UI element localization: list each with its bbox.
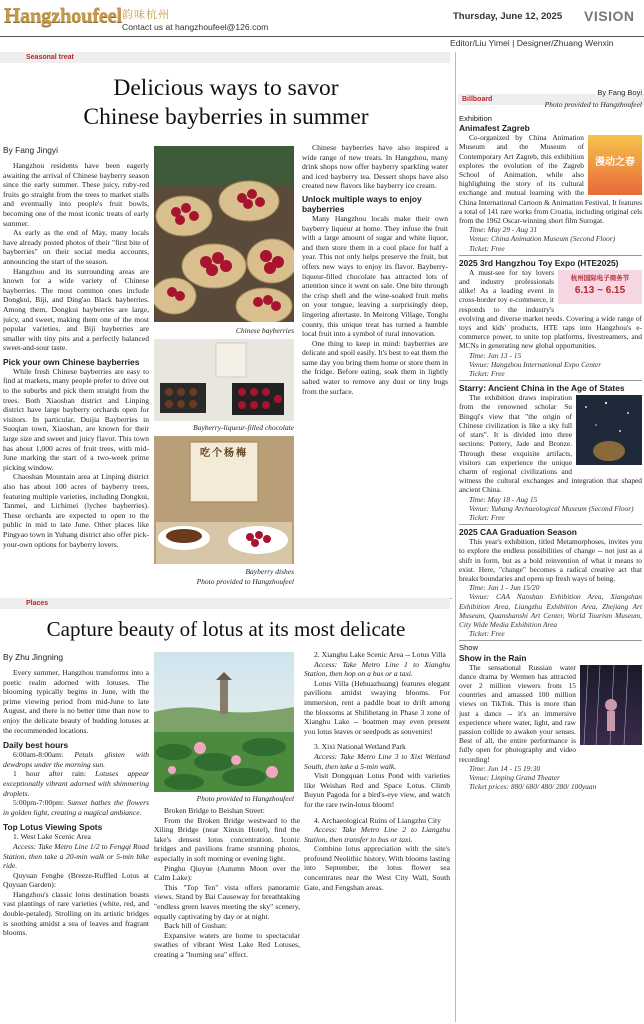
- event-title: Animafest Zagreb: [459, 123, 530, 134]
- time-desc: Petals glisten with dewdrops under the morning sun.: [3, 750, 149, 769]
- poster-starry: [576, 395, 642, 465]
- poster-animafest: [588, 135, 642, 195]
- article1-byline: By Fang Jingyi: [3, 145, 58, 155]
- spot-desc: Hangzhou's classic lotus destination boasts vast plantings of rare varieties (white, red, and double-petaled). Strolling on its artistic bridges is soothing amidst a sea of leaves and fragrant blooms.: [3, 889, 149, 938]
- time-label: 5:00pm-7:00pm:: [13, 798, 65, 808]
- section-label-places: Places: [0, 598, 450, 609]
- photo-bayberry-dishes: [154, 436, 294, 564]
- section-label-seasonal: Seasonal treat: [0, 52, 450, 63]
- event-time: Time: Jun 13 - 15: [469, 350, 522, 360]
- article1-title-line2: Chinese bayberries in summer: [83, 104, 369, 130]
- article1-para: Many Hangzhou locals make their own bayberry liqueur at home. They infuse the fruit with a large amount of sugar and white liquor, and then store them in a cool place for half a year. This not only helps preserve the fruit, but offers new ways to enjoy its flavor. Bayberry-liqueur-filled chocolate has attracted lots of attention since it went on sale. One bite through the crisp shell and the wine-soaked fruit melts on your tongue, leaving a surprisingly deep, lingering aftertaste. In Meirong Village, Tonglu county, this unique treat has turned a humble local fruit into a symbol of rural innovation.: [302, 213, 448, 339]
- dish-sign-text: 吃个杨梅: [200, 448, 248, 459]
- spot-desc: Combine lotus appreciation with the site's profound Neolithic history. With blooms lasting into September, the lotus flower sea concentrates near the West City Wall, South Gate, and Fengshan areas.: [304, 844, 450, 892]
- event-category: Exhibition: [459, 114, 492, 123]
- article2-time: [3, 798, 149, 817]
- event-title: Show in the Rain: [459, 652, 527, 663]
- section-label-billboard: Billboard: [458, 94, 644, 105]
- article1-subhead: Unlock multiple ways to enjoy bayberries: [302, 193, 422, 214]
- spot-title: 3. Xixi National Wetland Park: [314, 742, 406, 752]
- article2-time: [3, 750, 149, 769]
- event-body: This year's exhibition, titled Metamorphoses, invites you to explore the endless possibilities of change -- not just as a shift in form, but as a bold reinvention of what it means to exist. Here, "change" becomes a radical creative act that breaks boundaries and opens up fresh ways of being.: [459, 537, 642, 583]
- spot-access: Access: Take Metro Line 1 to Xianghu Station, then hop on a bus or a taxi.: [304, 659, 450, 679]
- spot-desc: Expansive waters are home to spectacular swathes of vibrant West Lake Red Lotuses, creating a "burning sea" effect.: [154, 930, 300, 959]
- event-divider: [459, 640, 642, 641]
- masthead: [0, 0, 644, 46]
- spot-subtitle: Back hill of Gushan:: [164, 921, 228, 931]
- photo-credit-1: Photo provided to Hangzhoufeel: [196, 577, 294, 586]
- event-category: Show: [459, 643, 478, 653]
- article1-para: Chinese bayberries have also inspired a wide range of new treats. In Hangzhou, many drink shops now offer bayberry sparkling water and iced bayberry tea. Dessert shops have also created new flavors like bayberry ice cream.: [302, 143, 448, 191]
- event-ticket: Ticket: Free: [469, 369, 505, 379]
- article1-para: One thing to keep in mind: bayberries are delicate and spoil easily. It's best to eat them the same day you bring them home or store them in the fridge. Before eating, soak them in lightly salted water to remove any dust or tiny bugs from the surface.: [302, 338, 448, 396]
- article1-col3: [302, 143, 448, 593]
- time-desc: Sunset bathes the flowers in golden light, creating a magical ambiance.: [3, 798, 149, 817]
- poster-title: 杭州国际电子商务节: [570, 274, 630, 282]
- article2-para: Every summer, Hangzhou transforms into a poetic realm adorned with lotuses. The blooming typically begins in June, with the prime viewing period from mid-June to late August, and there is no better time than now to enjoy the delicate beauty of budding lotuses at the recommended locations.: [3, 668, 149, 735]
- event-ticket: Ticket: Free: [469, 629, 505, 639]
- article1-subhead: Pick your own Chinese bayberries: [3, 356, 140, 367]
- event-time: Time: May 29 - Aug 31: [469, 225, 538, 235]
- spot-subtitle: Quyuan Fenghe (Breeze-Ruffled Lotus at Quyuan Garden):: [3, 870, 149, 890]
- poster-text: 漫动之春: [595, 157, 635, 169]
- article1-col1: [3, 143, 149, 593]
- event-divider: [459, 524, 642, 525]
- time-desc: Lotuses appear exceptionally vibrant adorned with shimmering droplets.: [3, 769, 149, 798]
- event-divider: [459, 380, 642, 381]
- event-venue: Venue: Yuhang Archaeological Museum (Second Floor): [469, 503, 634, 513]
- event-venue: Venue: China Animation Museum (Second Floor): [469, 234, 616, 244]
- event-venue: Venue: CAA Nanshan Exhibition Area, Xiangshan Exhibition Area, Liangzhu Exhibition Area, Zhejiang Art Museum, Quanshanshi Art Center, World Tourism Museum, City Wide Media Exhibition Area: [459, 592, 642, 629]
- event-body: The sensational Russian water dance drama by Wetmen has attracted over 2 million viewers from 15 countries and amassed 100 million views on TikTok. This is more than just a dance -- it's an immersive experience where water, light, and raw passion collide to awaken your senses. Best of all, the entire performance is fully open for photography and video recording!: [459, 662, 576, 764]
- spot-desc: Visit Dongquan Lotus Pond with varieties like Weishan Red and Space Lotus. Climb Buyun Pagoda for a bird's-eye view, and watch for the rare twin-lotus bloom!: [304, 771, 450, 809]
- caption-dishes: Bayberry dishes: [245, 567, 294, 576]
- event-time: Time: May 18 - Aug 15: [469, 494, 538, 504]
- article1-para: As early as the end of May, many locals have already posted photos of their "first bite of bayberries" on their social media accounts, announcing the start of the season.: [3, 228, 149, 266]
- article2-col2: [154, 806, 300, 1022]
- article1-title-line1: Delicious ways to savor: [113, 75, 339, 101]
- contact-line: Contact us at hangzhoufeel@126.com: [122, 22, 269, 32]
- article1-para: While fresh Chinese bayberries are easy to find at markets, many people prefer to drive out to the suburbs and pick them straight from the trees. Both Xiaoshan district and Linping district have large bayberry orchards open for visitors. In particular, Duijia Bayberries in Suoqian town, Xiaoshan, are known for their large size and sweet and juicy flavor. This town has about 1,000 acres of fruit trees, with mid-June marking the start of a two-week prime picking window.: [3, 366, 149, 472]
- photo-lotus: [154, 652, 294, 792]
- spot-access: Access: Take Metro Line 2 to Liangzhu Station, then transfer to bus or taxi.: [304, 825, 450, 844]
- article1-para: Hangzhou residents have been eagerly awaiting the arrival of Chinese bayberry season since the early summer. These juicy, ruby-red fruits go straight from the trees to market stalls and eventually into people's fruit bowls, becoming one of the most iconic treats of early summer.: [3, 161, 149, 228]
- event-body: Co-organized by China Animation Museum and the Museum of Contemporary Art Zagreb, this exhibition explores the evolution of the Zagreb School of Animation, while also highlighting the story of its cultural exchange and mutual learning with the China International Cartoon & Animation Festival. It features a total of 141 rare works from Croatia, including original cels from the 1962 Oscar-winning short film Surogat.: [459, 133, 642, 226]
- event-body: A must-see for toy lovers and industry professionals alike! As a leading event in cross-border toy e-commerce, it responds to the industry's evolving and diverse market needs. Covering a wide range of toys and kids' products, HTE taps into Hangzhou's e-commerce power, to unite top platforms, livestreamers, and MCNs in generating new global opportunities.: [459, 267, 642, 351]
- sidebar-divider: [455, 52, 456, 1022]
- event-ticket: Ticket: Free: [469, 512, 505, 522]
- poster-date: 6.13 ~ 6.15: [574, 284, 626, 296]
- spot-title: 2. Xianghu Lake Scenic Area -- Lotus Villa: [314, 650, 446, 659]
- event-time: Time: Jun 1 - Jun 15/20: [469, 583, 540, 593]
- poster-toy-expo: [558, 270, 642, 304]
- spot-title: 1. West Lake Scenic Area: [13, 832, 91, 842]
- article2-time: [3, 769, 149, 798]
- issue-date: Thursday, June 12, 2025: [453, 11, 563, 22]
- masthead-rule: [0, 36, 644, 37]
- event-venue: Venue: Hangzhou International Expo Center: [469, 359, 602, 369]
- poster-show-rain: [580, 665, 642, 745]
- spot-desc: Lotus Villa (Hehuazhuang) features elegant pavilions amidst swaying blooms. For immersion, rent a paddle boat to drift among the blossoms at Shilihetang in Phase 3 zone of Xianghu Lake -- boatmen may even present you lotus leaves or seedpods as souvenirs!: [304, 678, 450, 736]
- photo-bayberry-baskets: [154, 146, 294, 322]
- spot-subtitle: Broken Bridge to Beishan Street:: [164, 806, 265, 815]
- spot-access: Access: Take Metro Line 3 to Xixi Wetland South, then take a 5-min walk.: [304, 751, 450, 771]
- article2-col3: [304, 650, 450, 1022]
- article2-byline: By Zhu Jingning: [3, 652, 64, 662]
- article2-col1: [3, 650, 149, 1022]
- billboard-photo-credit: Photo provided to Hangzhoufeel: [544, 100, 642, 109]
- spot-subtitle: Pinghu Qiuyue (Autumn Moon over the Calm Lake):: [154, 863, 300, 883]
- spot-desc: From the Broken Bridge westward to the Xiling Bridge (near Xinxin Hotel), find the lake's densest lotus concentration. Iconic bridges and pavilions frame stunning photos, especially in soft morning or evening light.: [154, 815, 300, 863]
- article2-title: Capture beauty of lotus at its most delicate: [46, 617, 406, 641]
- event-title: Starry: Ancient China in the Age of States: [459, 383, 625, 394]
- spot-title: 4. Archaeological Ruins of Liangzhu City: [314, 815, 441, 825]
- event-time: Time: Jun 14 - 15 19:30: [469, 763, 541, 773]
- spot-desc: This "Top Ten" vista offers panoramic views. Stand by Bai Causeway for breathtaking "endless green leaves meeting the sky" scenery, equally captivating by day or at night.: [154, 882, 300, 921]
- brand-logo-cn: 韵味杭州: [122, 9, 170, 21]
- billboard-col: [459, 114, 642, 1022]
- event-body: The exhibition draws inspiration from the renowned scholar Su Bingqi's view that "the origin of Chinese civilization is like a sky full of stars". It is divided into three sections: Pottery, Jade and Bronze. Through these exquisite artifacts, visitors can experience the unique charm of regional civilizations and witness the cultural exchanges and integration that shaped ancient China.: [459, 393, 642, 495]
- section-vision: VISION: [584, 8, 635, 24]
- brand-logo: Hangzhoufeel: [4, 3, 122, 27]
- photo-credit-2: Photo provided to Hangzhoufeel: [196, 794, 294, 803]
- article1-para: Chaoshan Mountain area at Linping district also has about 100 acres of bayberry trees, featuring multiple varieties, including Dongkui, Tanmei, and Lichimei (lychee bayberries). These orchards are expected to open to the public in mid to late June. Other places like Pingyao town in Yuhang district also offer pick-your-own options for bayberry lovers.: [3, 472, 149, 549]
- event-title: 2025 CAA Graduation Season: [459, 527, 577, 538]
- caption-chocolate: Bayberry-liqueur-filled chocolate: [193, 423, 294, 432]
- time-label: 1 hour after rain:: [13, 769, 86, 779]
- photo-bayberry-chocolate: [154, 339, 294, 421]
- article2-subhead: Top Lotus Viewing Spots: [3, 822, 103, 833]
- event-ticket: Ticket prices: 880/ 680/ 480/ 280/ 100yuan: [469, 782, 597, 792]
- event-divider: [459, 255, 642, 256]
- event-venue: Venue: Linping Grand Theater: [469, 773, 560, 782]
- time-label: 6:00am-8:00am:: [13, 750, 64, 760]
- event-ticket: Ticket: Free: [469, 243, 505, 253]
- caption-bayberries: Chinese bayberries: [235, 326, 294, 335]
- billboard-byline: By Fang Boyi: [597, 88, 642, 97]
- editors-line: Editor/Liu Yimei | Designer/Zhuang Wenxin: [450, 38, 614, 48]
- event-title: 2025 3rd Hangzhou Toy Expo (HTE2025): [459, 257, 619, 268]
- article1-para: Hangzhou and its surrounding areas are known for a wide variety of Chinese bayberries. The most common ones include Dongkui, Biji, and Ding'ao Black bayberries. Among them, Dongkui bayberries are large, juicy, and sweet, making them one of the most popular varieties, and Biji bayberries are smaller with tiny pits and a perfectly balanced sweet-and-sour taste.: [3, 266, 149, 353]
- article2-subhead: Daily best hours: [3, 740, 69, 751]
- spot-access: Access: Take Metro Line 1/2 to Fengqi Road Station, then take a 20-min walk or 5-min bike ride.: [3, 841, 149, 871]
